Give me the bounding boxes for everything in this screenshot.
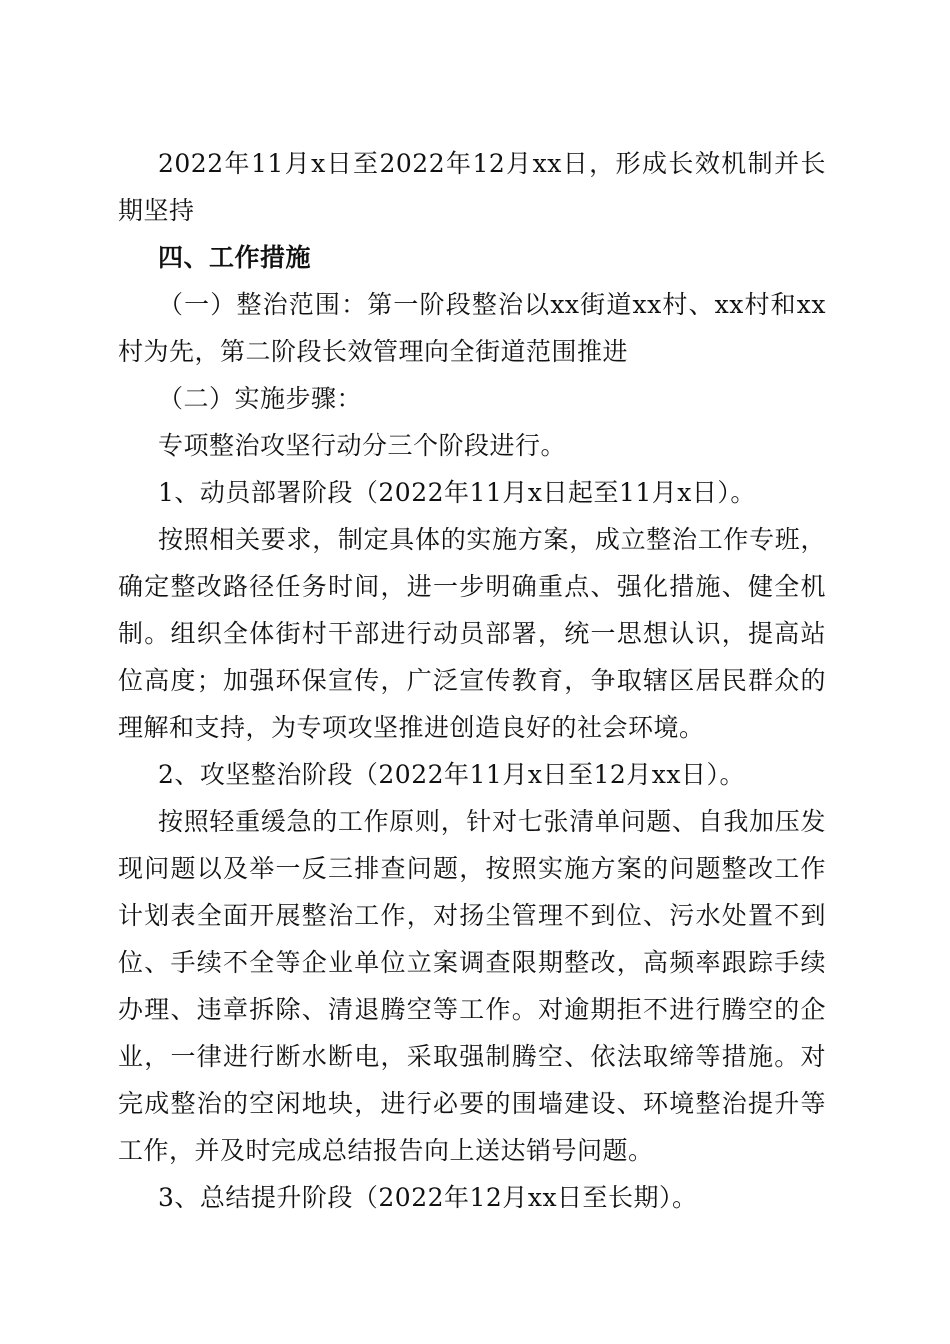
scope-paragraph: （一）整治范围：第一阶段整治以xx街道xx村、xx村和xx村为先，第二阶段长效管理向全街道范围推进: [118, 290, 826, 366]
stage-1-paragraph: 按照相关要求，制定具体的实施方案，成立整治工作专班，确定整改路径任务时间，进一步明确重点、强化措施、健全机制。组织全体街村干部进行动员部署，统一思想认识，提高站位高度；加强环保宣传，广泛宣传教育，争取辖区居民群众的理解和支持，为专项攻坚推进创造良好的社会环境。: [118, 525, 826, 742]
stage-3-title: 3、总结提升阶段（2022年12月xx日至长期）。: [158, 1183, 698, 1212]
period-paragraph: 2022年11月x日至2022年12月xx日，形成长效机制并长期坚持: [118, 149, 826, 225]
steps-subheading: （二）实施步骤：: [158, 384, 363, 413]
section-heading-work-measures: 四、工作措施: [158, 243, 312, 272]
stage-2-title: 2、攻坚整治阶段（2022年11月x日至12月xx日）。: [158, 760, 745, 789]
stage-1-title: 1、动员部署阶段（2022年11月x日起至11月x日）。: [158, 478, 756, 507]
stage-2-paragraph: 按照轻重缓急的工作原则，针对七张清单问题、自我加压发现问题以及举一反三排查问题，按照实施方案的问题整改工作计划表全面开展整治工作，对扬尘管理不到位、污水处置不到位、手续不全等企业单位立案调查限期整改，高频率跟踪手续办理、违章拆除、清退腾空等工作。对逾期拒不进行腾空的企业，一律进行断水断电，采取强制腾空、依法取缔等措施。对完成整治的空闲地块，进行必要的围墙建设、环境整治提升等工作，并及时完成总结报告向上送达销号问题。: [118, 807, 826, 1165]
document-body: [118, 140, 826, 1221]
steps-intro-paragraph: 专项整治攻坚行动分三个阶段进行。: [158, 431, 567, 460]
